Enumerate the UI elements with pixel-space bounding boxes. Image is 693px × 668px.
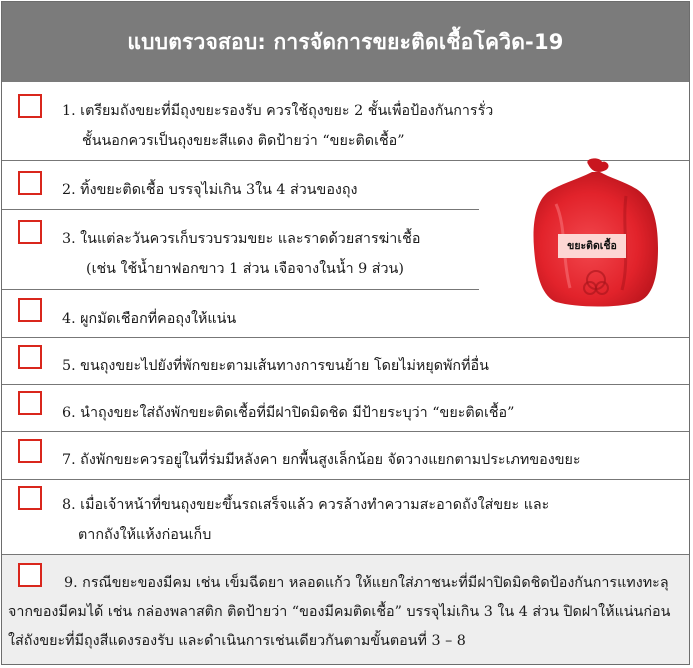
item-7-text [62, 445, 581, 475]
bag-label: ขยะติดเชื้อ [558, 234, 626, 258]
item-3-text [62, 224, 420, 284]
checklist-item-7 [2, 432, 689, 480]
item-4-line-1: 4. ผูกมัดเชือกที่คอถุงให้แน่น [62, 311, 237, 327]
checkbox-item-7[interactable] [18, 439, 42, 463]
item-5-text [62, 351, 489, 381]
item-8-line-1: 8. เมื่อเจ้าหน้าที่ขนถุงขยะขึ้นรถเสร็จแล้ว ควรล้างทำความสะอาดถังใส่ขยะ และ [62, 497, 550, 513]
item-6-text [62, 398, 514, 428]
checklist-card [1, 1, 690, 665]
item-8-text [62, 490, 549, 550]
checkbox-item-3[interactable] [18, 220, 42, 244]
page-title: แบบตรวจสอบ: การจัดการขยะติดเชื้อโควิด-19 [2, 2, 689, 82]
infectious-waste-bag-image [526, 156, 666, 308]
checkbox-item-2[interactable] [18, 171, 42, 195]
checkbox-item-8[interactable] [18, 486, 42, 510]
checkbox-item-6[interactable] [18, 391, 42, 415]
checklist-item-2 [2, 161, 479, 210]
checklist-item-1 [2, 82, 689, 161]
checklist-item-3 [2, 210, 479, 290]
item-4-text [62, 304, 236, 334]
item-7-line-1: 7. ถังพักขยะควรอยู่ในที่ร่มมีหลังคา ยกพื้นสูงเล็กน้อย จัดวางแยกตามประเภทของขยะ [62, 452, 581, 468]
checklist-item-9 [2, 555, 689, 664]
item-3-line-2: (เช่น ใช้น้ำยาฟอกขาว 1 ส่วน เจือจางในน้ำ 9 ส่วน) [86, 261, 404, 277]
checklist-item-8 [2, 480, 689, 555]
checklist-item-5 [2, 338, 689, 385]
item-2-line-1: 2. ทิ้งขยะติดเชื้อ บรรจุไม่เกิน 3ใน 4 ส่วนของถุง [62, 182, 358, 198]
item-9-text: 9. กรณีขยะของมีคม เช่น เข็มฉีดยา หลอดแก้ว ให้แยกใส่ภาชนะที่มีฝาปิดมิดชิดป้องกันการแทงทะลุจากของมีคมได้ เช่น กล่องพลาสติก ติดป้ายว่า “ของมีคมติดเชื้อ” บรรจุไม่เกิน 3 ใน 4 ส่วน ปิดฝาให้แน่นก่อนใส่ถังขยะที่มีถุงสีแดงรองรับ และดำเนินการเช่นเดียวกันตามขั้นตอนที่ 3 – 8 [8, 575, 671, 649]
item-1-line-2: ชั้นนอกควรเป็นถุงขยะสีแดง ติดป้ายว่า “ขยะติดเชื้อ” [82, 133, 405, 149]
item-1-text [62, 96, 493, 156]
checkbox-item-4[interactable] [18, 298, 42, 322]
item-6-line-1: 6. นำถุงขยะใส่ถังพักขยะติดเชื้อที่มีฝาปิดมิดชิด มีป้ายระบุว่า “ขยะติดเชื้อ” [62, 405, 515, 421]
item-1-line-1: 1. เตรียมถังขยะที่มีถุงขยะรองรับ ควรใช้ถุงขยะ 2 ชั้นเพื่อป้องกันการรั่ว [62, 103, 494, 119]
item-8-line-2: ตากถังให้แห้งก่อนเก็บ [78, 527, 212, 543]
item-2-text [62, 175, 358, 205]
checklist-item-6 [2, 385, 689, 432]
item-3-line-1: 3. ในแต่ละวันควรเก็บรวบรวมขยะ และราดด้วยสารฆ่าเชื้อ [62, 231, 421, 247]
checkbox-item-5[interactable] [18, 345, 42, 369]
red-bag-icon [526, 156, 666, 308]
item-5-line-1: 5. ขนถุงขยะไปยังที่พักขยะตามเส้นทางการขนย้าย โดยไม่หยุดพักที่อื่น [62, 358, 489, 374]
checkbox-item-1[interactable] [18, 94, 42, 118]
